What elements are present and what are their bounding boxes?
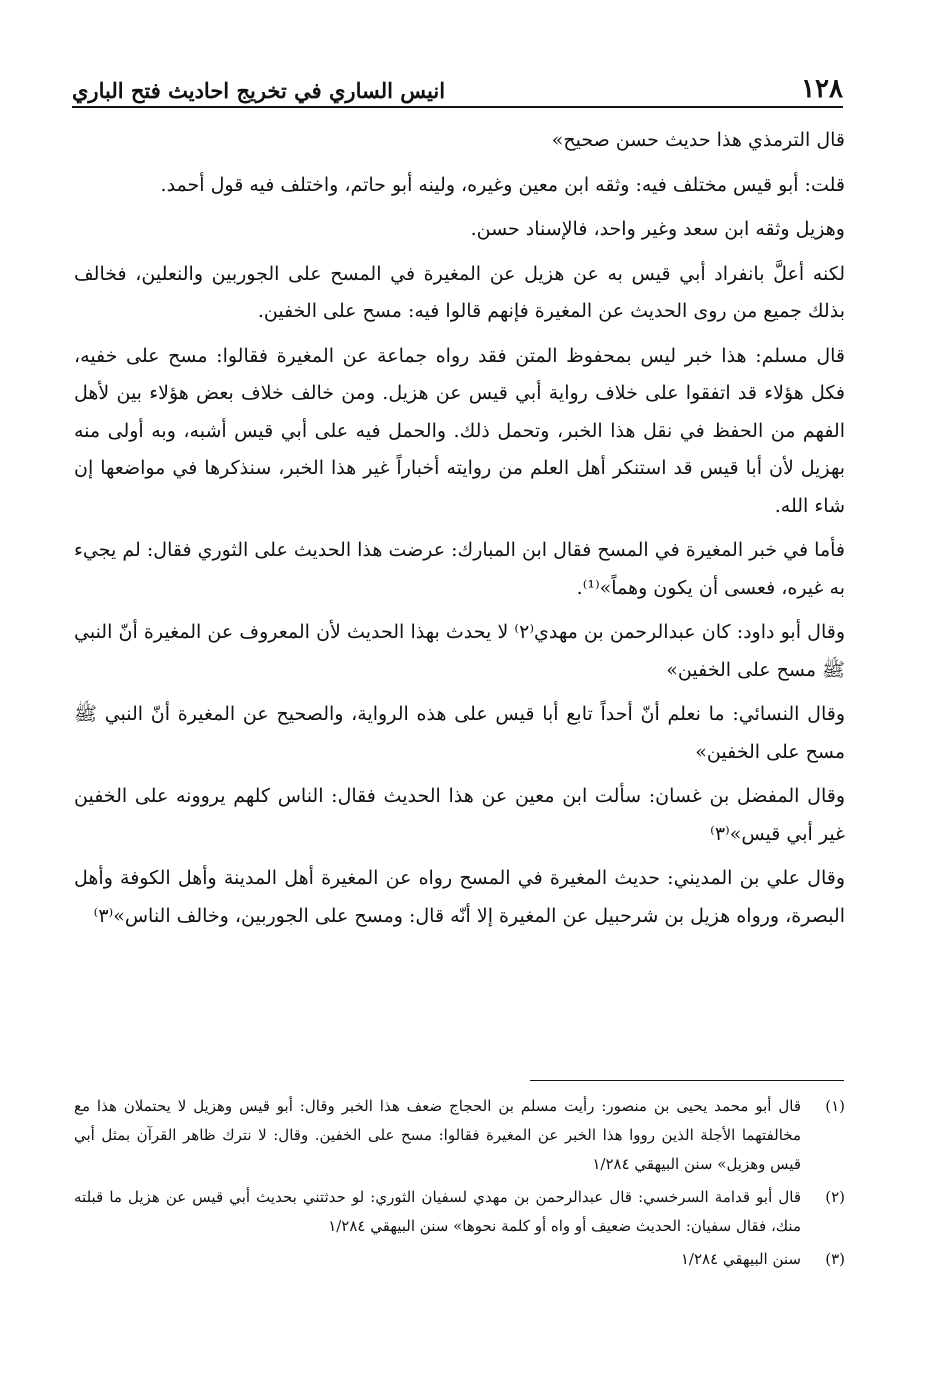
paragraph: لكنه أعلَّ بانفراد أبي قيس به عن هزيل عن المغيرة في المسح على الجوربين والنعلين، فخالف بذلك جميع من روى الحديث عن المغيرة فإنهم قالوا فيه: مسح على الخفين. [74, 262, 845, 322]
footnote-divider [530, 1080, 844, 1081]
running-title: انيس الساري في تخريج احاديث فتح الباري [72, 78, 446, 103]
paragraph: وهزيل وثقه ابن سعد وغير واحد، فالإسناد حسن. [470, 218, 845, 240]
paragraph: وقال أبو داود: كان عبدالرحمن بن مهدي⁽٢⁾ لا يحدث بهذا الحديث لأن المعروف عن المغيرة أنّ النبي ﷺ مسح على الخفين» [74, 621, 845, 681]
paragraph: قال مسلم: هذا خبر ليس بمحفوظ المتن فقد رواه جماعة عن المغيرة فقالوا: مسح على خفيه، فكل هؤلاء قد اتفقوا على خلاف رواية أبي قيس عن هزيل. ومن خالف خلاف بعض هؤلاء بين لأهل الفهم من الحفظ في نقل هذا الخبر، وتحمل ذلك. والحمل فيه على أبي قيس أشبه، وبه أولى منه بهزيل لأن أبا قيس قد استنكر أهل العلم من روايته أخباراً غير هذا الخبر، سنذكرها في مواضعها إن شاء الله. [74, 344, 845, 517]
paragraph: وقال النسائي: ما نعلم أنّ أحداً تابع أبا قيس على هذه الرواية، والصحيح عن المغيرة أنّ النبي ﷺ مسح على الخفين» [74, 703, 845, 763]
footnote-text: سنن البيهقي ١/٢٨٤ [680, 1250, 801, 1268]
footnote [74, 1183, 845, 1241]
page-number: ١٢٨ [801, 74, 843, 104]
footnote [74, 1245, 845, 1274]
main-text [74, 122, 845, 942]
paragraph: قال الترمذي هذا حديث حسن صحيح» [551, 129, 845, 151]
paragraph: وقال علي بن المديني: حديث المغيرة في المسح رواه عن المغيرة أهل المدينة وأهل الكوفة وأهل البصرة، ورواه هزيل بن شرحبيل عن المغيرة إلا أنّه قال: ومسح على الجوربين، وخالف الناس»⁽٣⁾ [74, 867, 845, 927]
paragraph: فأما في خبر المغيرة في المسح فقال ابن المبارك: عرضت هذا الحديث على الثوري فقال: لم يجيء به غيره، فعسى أن يكون وهماً»⁽¹⁾. [74, 539, 845, 599]
footnote-mark: (٣) [825, 1250, 845, 1268]
paragraph: وقال المفضل بن غسان: سألت ابن معين عن هذا الحديث فقال: الناس كلهم يروونه على الخفين غير أبي قيس»⁽٣⁾ [74, 785, 845, 845]
footnote [74, 1092, 845, 1179]
footnote-mark: (٢) [825, 1188, 845, 1206]
footnotes [74, 1092, 845, 1278]
footnote-text: قال أبو قدامة السرخسي: قال عبدالرحمن بن مهدي لسفيان الثوري: لو حدثتني بحديث أبي قيس عن هزيل ما قبلته منك، فقال سفيان: الحديث ضعيف أو واه أو كلمة نحوها» سنن البيهقي ١/٢٨٤ [74, 1188, 801, 1235]
footnote-text: قال أبو محمد يحيى بن منصور: رأيت مسلم بن الحجاج ضعف هذا الخبر وقال: أبو قيس وهزيل لا يحتملان هذا مع مخالفتهما الأجلة الذين رووا هذا الخبر عن المغيرة فقالوا: مسح على الخفين. وقال: لا نترك ظاهر القرآن بمثل أبي قيس وهزيل» سنن البيهقي ١/٢٨٤ [74, 1097, 801, 1173]
paragraph: قلت: أبو قيس مختلف فيه: وثقه ابن معين وغيره، ولينه أبو حاتم، واختلف فيه قول أحمد. [160, 173, 845, 196]
page-header [72, 72, 843, 108]
footnote-mark: (١) [825, 1097, 845, 1115]
